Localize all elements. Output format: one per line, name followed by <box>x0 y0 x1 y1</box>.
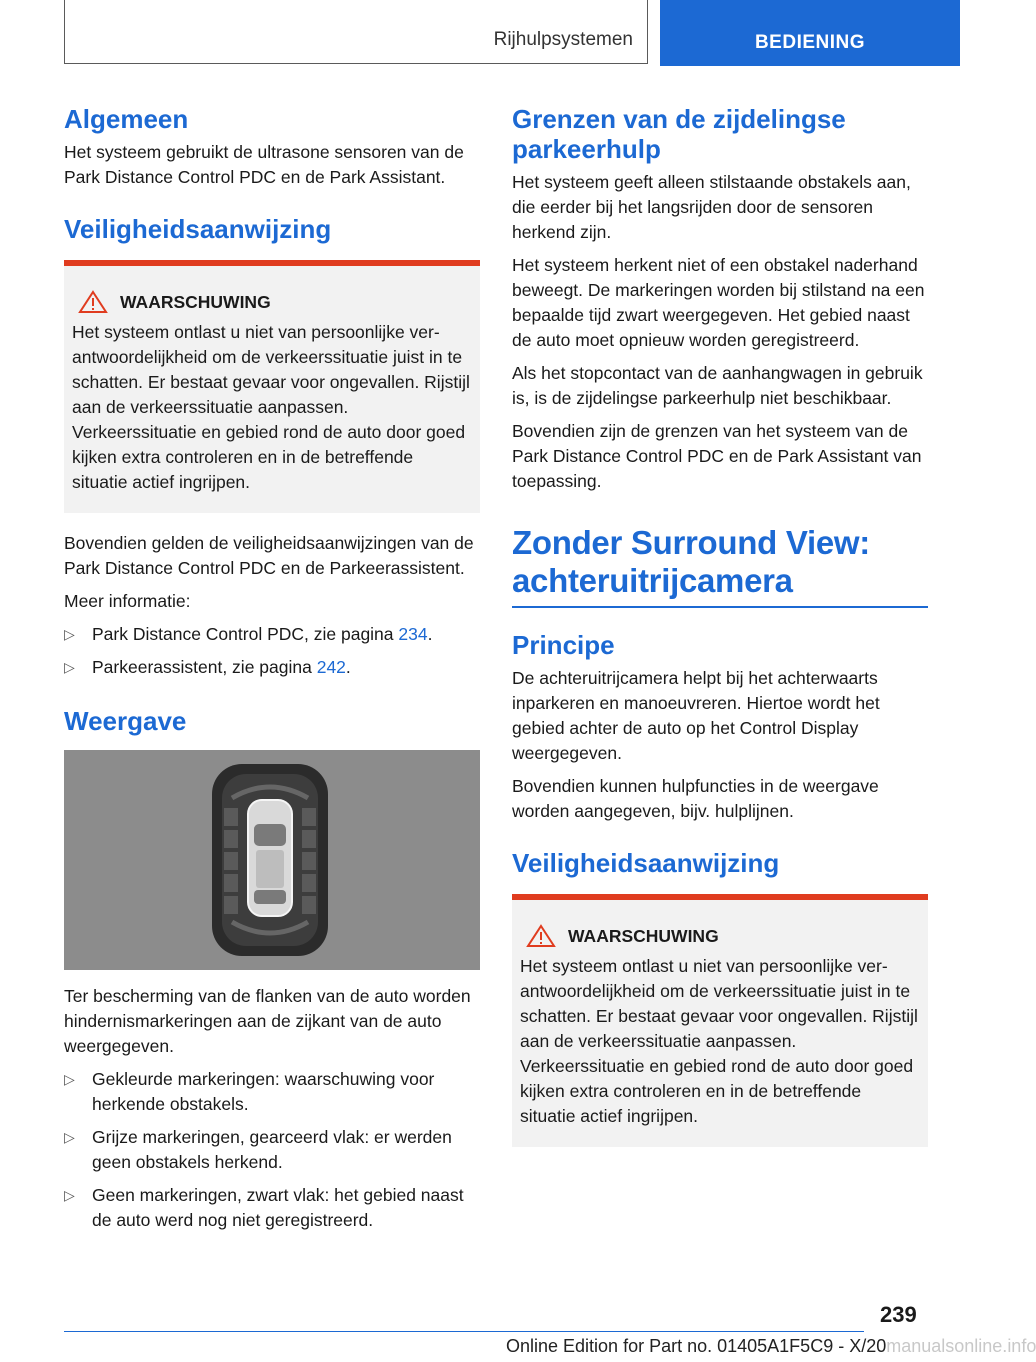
parking-display-figure <box>64 750 480 970</box>
car-top-view-icon <box>64 750 480 970</box>
grenzen-text-2: Het systeem herkent niet of een obstakel naderhand beweegt. De markeringen worden bij stilstand na een bepaalde tijd zwart weergegeven. Het gebied naast de auto moet opnieuw worden geregistreerd. <box>512 255 925 350</box>
principe-text-1: De achteruitrijcamera helpt bij het achterwaarts inparkeren en manoeuvreren. Hiertoe wordt het gebied achter de auto op het Control Display weergegeven. <box>512 668 880 763</box>
bullet-triangle-icon: ▷ <box>64 659 75 675</box>
grenzen-heading: Grenzen van de zijdelingse parkeerhulp <box>512 104 846 164</box>
meer-info-text: Meer informatie: <box>64 591 191 611</box>
watermark-text: manualsonline.info <box>886 1336 1036 1356</box>
warning-header <box>526 924 920 948</box>
algemeen-text: Het systeem gebruikt de ultrasone sensoren van de Park Distance Control PDC en de Park Assistant. <box>64 142 464 187</box>
weergave-heading: Weergave <box>64 706 187 736</box>
link-text: Parkeerassistent, zie pagina <box>92 657 317 677</box>
principe-heading: Principe <box>512 630 615 660</box>
list-item <box>64 1183 480 1233</box>
right-column <box>512 100 928 1147</box>
veiligheid-heading: Veiligheidsaanwijzing <box>64 214 332 244</box>
list-item: ▷ Parkeerassistent, zie pagina 242. <box>64 655 480 680</box>
grenzen-text-4: Bovendien zijn de grenzen van het systeem van de Park Distance Control PDC en de Park Assistant van toepassing. <box>512 421 922 491</box>
warning-title: WAARSCHUWING <box>568 925 719 946</box>
warning-text: Het systeem ontlast u niet van persoonlijke verantwoordelijkheid om de verkeerssituatie juist in te schatten. Er bestaat gevaar voor ongevallen. Rijstijl aan de verkeerssituatie aanpassen. Verkeerssituatie en gebied rond de auto door goed kijken extra controleren en in de betreffende situatie actief ingrijpen. <box>72 322 470 492</box>
list-item <box>64 1125 480 1175</box>
heading-rule <box>512 606 928 608</box>
header-section-title: Rijhulpsystemen <box>493 29 633 50</box>
list-item <box>64 1067 480 1117</box>
warning-text: Het systeem ontlast u niet van persoonlijke verantwoordelijkheid om de verkeerssituatie juist in te schatten. Er bestaat gevaar voor ongevallen. Rijstijl aan de verkeerssituatie aanpassen. Verkeerssituatie en gebied rond de auto door goed kijken extra controleren en in de betreffende situatie actief ingrijpen. <box>520 956 918 1126</box>
grenzen-text-3: Als het stopcontact van de aanhangwagen in gebruik is, is de zijdelingse parkeerhulp niet beschikbaar. <box>512 363 923 408</box>
bullet-text: Grijze markeringen, gearceerd vlak: er werden geen obstakels herkend. <box>92 1127 452 1172</box>
warning-box-right <box>512 894 928 1147</box>
header-section-box <box>64 0 648 64</box>
warning-header <box>78 290 472 314</box>
bullet-text: Geen markeringen, zwart vlak: het gebied naast de auto werd nog niet geregistreerd. <box>92 1185 464 1230</box>
bullet-text: Gekleurde markeringen: waarschuwing voor herkende obstakels. <box>92 1069 435 1114</box>
warning-box <box>64 260 480 513</box>
list-item: ▷ Park Distance Control PDC, zie pagina 234. <box>64 622 480 647</box>
weergave-text: Ter bescherming van de flanken van de auto worden hindernismarkeringen aan de zijkant van de auto weergegeven. <box>64 986 471 1056</box>
edition-text: Online Edition for Part no. 01405A1F5C9 - X/20 <box>506 1336 887 1356</box>
algemeen-heading: Algemeen <box>64 104 189 134</box>
page-link-242[interactable]: 242 <box>316 657 346 677</box>
warning-title: WAARSCHUWING <box>120 291 271 312</box>
zonder-surround-view-heading: Zonder Surround View: achteruitrijcamera <box>512 524 870 599</box>
page-number: 239 <box>880 1302 917 1327</box>
link-text: Park Distance Control PDC, zie pagina <box>92 624 399 644</box>
header-chapter-title: BEDIENING <box>754 32 866 53</box>
footer-edition <box>506 1336 1036 1357</box>
left-column <box>64 100 480 1233</box>
page-link-234[interactable]: 234 <box>398 624 428 644</box>
warning-triangle-icon <box>526 924 556 948</box>
grenzen-text-1: Het systeem geeft alleen stilstaande obstakels aan, die eerder bij het langsrijden door de sensoren herkend zijn. <box>512 172 911 242</box>
principe-text-2: Bovendien kunnen hulpfuncties in de weergave worden aangegeven, bijv. hulplijnen. <box>512 776 879 821</box>
header-chapter-tab[interactable] <box>660 0 960 66</box>
bullet-triangle-icon: ▷ <box>64 1071 75 1087</box>
bullet-triangle-icon: ▷ <box>64 1187 75 1203</box>
bullet-triangle-icon: ▷ <box>64 1129 75 1145</box>
bovendien-text: Bovendien gelden de veiligheidsaanwijzingen van de Park Distance Control PDC en de Parkeerassistent. <box>64 533 474 578</box>
footer-rule <box>64 1331 864 1332</box>
bullet-triangle-icon: ▷ <box>64 626 75 642</box>
veiligheid-heading-right: Veiligheidsaanwijzing <box>512 848 780 878</box>
warning-triangle-icon <box>78 290 108 314</box>
